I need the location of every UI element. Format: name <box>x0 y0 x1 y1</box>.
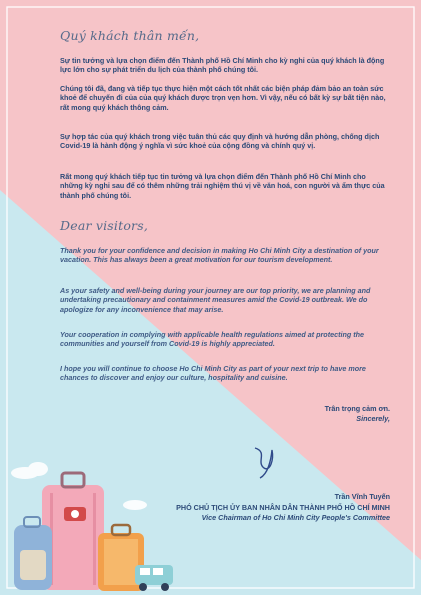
letter-content <box>60 0 390 595</box>
paragraph-vi-2: Chúng tôi đã, đang và tiếp tục thực hiện một cách tốt nhất các biện pháp đảm bảo an toàn sức khoẻ để chuyến đi của của quý khách được trọn vẹn hơn. Vì vậy, nếu có bất kỳ sự bất tiện nào, rất mong quý khách thông cảm. <box>60 84 386 112</box>
paragraph-vi-3: Sự hợp tác của quý khách trong việc tuân thủ các quy định và hướng dẫn phòng, chống dịch Covid-19 là hành động ý nghĩa vì sức khoẻ của cộng đồng và chính quý vị. <box>60 132 380 151</box>
paragraph-en-1: Thank you for your confidence and decision in making Ho Chi Minh City a destination of your vacation. This has always been a great motivation for our tourism development. <box>60 246 379 265</box>
signer-title-vi: PHÓ CHỦ TỊCH ỦY BAN NHÂN DÂN THÀNH PHỐ HỒ CHÍ MINH <box>176 503 390 512</box>
paragraph-vi-1: Sự tin tưởng và lựa chọn điểm đến Thành phố Hồ Chí Minh cho kỳ nghỉ của quý khách là động lực lớn cho sự phát triển du lịch của thành phố chúng tôi. <box>60 56 385 75</box>
signer-title-en: Vice Chairman of Ho Chi Minh City People's Committee <box>201 513 390 522</box>
closing-en: Sincerely, <box>356 414 390 423</box>
paragraph-en-2: As your safety and well-being during your journey are our top priority, we are planning and undertaking precautionary and containment measures amid the Covid-19 outbreak. We do apologize for any inconvenience that may arise. <box>60 286 371 314</box>
greeting-en: Dear visitors, <box>60 218 149 233</box>
paragraph-en-4: I hope you will continue to choose Ho Chi Minh City as part of your next trip to have more chances to discover and enjoy our culture, hospitality and cuisine. <box>60 364 366 383</box>
greeting-vi: Quý khách thân mến, <box>60 28 200 43</box>
paragraph-en-3: Your cooperation in complying with applicable health regulations aimed at protecting the communities and yourself from Covid-19 is highly appreciated. <box>60 330 365 349</box>
signer-name: Trần Vĩnh Tuyến <box>334 492 390 501</box>
closing-vi: Trân trọng cảm ơn. <box>324 404 390 413</box>
backpack-icon <box>14 517 52 590</box>
paragraph-vi-4: Rất mong quý khách tiếp tục tin tưởng và lựa chọn điểm đến Thành phố Hồ Chí Minh cho những kỳ nghỉ sau để có thêm những trải nghiệm thú vị về văn hoá, con người và ẩm thực của thành phố chúng tôi. <box>60 172 385 200</box>
